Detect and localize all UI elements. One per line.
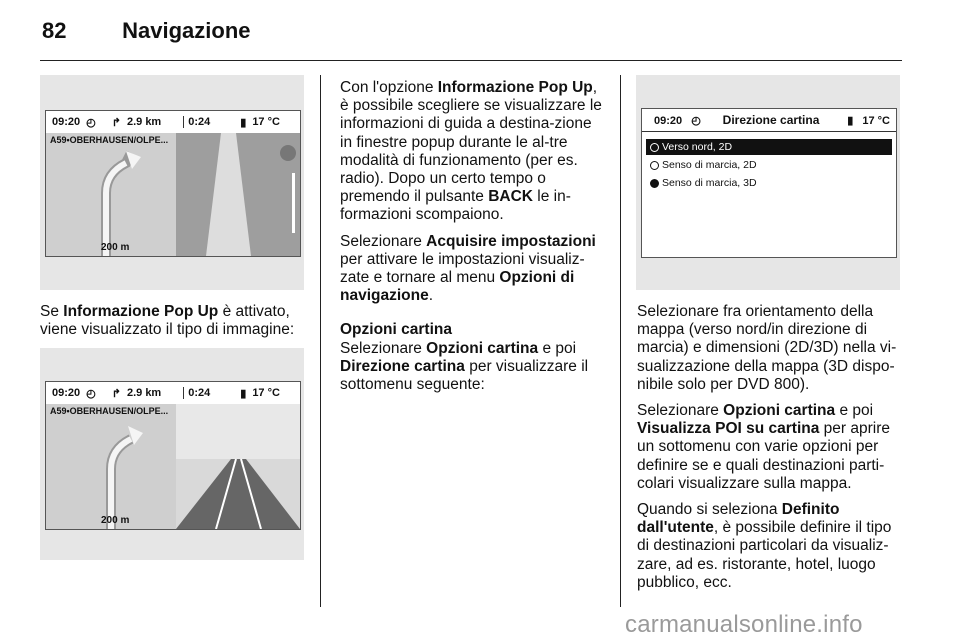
option-north-2d[interactable]: Verso nord, 2D: [646, 139, 892, 155]
paragraph: Quando si seleziona Definito dall'utente, è possibile definire il tipo di destinazioni particolari da visualiz-zare, ad es. ristorante, hotel, luogo pubblico, ecc.: [637, 501, 892, 591]
display-screen: [45, 381, 301, 530]
distance: 2.9 km: [126, 387, 162, 399]
watermark: carmanualsonline.info: [625, 611, 863, 638]
column-1-text: [40, 303, 310, 347]
temperature: 17 °C: [862, 114, 890, 127]
street-name: A59•OBERHAUSEN/OLPE...: [50, 135, 169, 145]
column-2-text: [340, 79, 605, 402]
clock-icon: ◴: [86, 116, 96, 129]
eta: 0:24: [183, 116, 210, 128]
clock-icon: ◴: [86, 387, 96, 400]
paragraph: Selezionare Opzioni cartina e poi Visualizza POI su cartina per aprire un sottomenu con varie opzioni per definire se e quali destinazioni parti-colari visualizzare sulla mappa.: [637, 402, 891, 492]
option-heading-3d[interactable]: Senso di marcia, 3D: [646, 175, 892, 191]
figure-map-direction-menu: [636, 75, 900, 290]
status-bar: [46, 111, 300, 134]
street-name: A59•OBERHAUSEN/OLPE...: [50, 406, 169, 416]
radio-icon: [650, 143, 659, 152]
radio-selected-icon: [650, 179, 659, 188]
display-screen: [641, 108, 897, 258]
page-number: 82: [42, 18, 67, 43]
display-screen: [45, 110, 301, 257]
figure-navigation-screen-1: [40, 75, 304, 290]
status-bar: [642, 109, 896, 132]
clock: 09:20: [654, 114, 683, 127]
paragraph: Se Informazione Pop Up è attivato, viene visualizzato il tipo di immagine:: [40, 303, 295, 339]
temperature: 17 °C: [252, 387, 280, 399]
clock: 09:20: [52, 116, 81, 128]
figure-navigation-screen-2: [40, 348, 304, 560]
thermometer-icon: ▮: [240, 116, 247, 129]
page-header: [42, 18, 251, 44]
paragraph: Con l'opzione Informazione Pop Up, è possibile scegliere se visualizzare le informazioni di guida a destina-zione in finestre popup durante le al-tre modalità di funzionamento (per es. radio). Dopo un certo tempo o premendo il pulsante BACK le in-formazioni scompaiono.: [340, 79, 602, 224]
turn-icon: ↱: [111, 116, 121, 129]
option-heading-2d[interactable]: Senso di marcia, 2D: [646, 157, 892, 173]
clock-icon: ◴: [691, 114, 701, 127]
distance: 2.9 km: [126, 116, 162, 128]
radio-icon: [650, 161, 659, 170]
section-heading: Opzioni cartina: [340, 321, 452, 339]
page-title: Navigazione: [122, 18, 251, 43]
header-rule: [40, 60, 902, 61]
turn-icon: ↱: [111, 387, 121, 400]
eta: 0:24: [183, 387, 210, 399]
turn-distance: 200 m: [101, 242, 130, 253]
status-bar: [46, 382, 300, 405]
turn-distance: 200 m: [101, 515, 130, 526]
temperature: 17 °C: [252, 116, 280, 128]
paragraph: Selezionare fra orientamento della mappa (verso nord/in direzione di marcia) e dimensioni (2D/3D) nella vi-sualizzazione della mappa (3D dispo-nibile solo per DVD 800).: [637, 303, 897, 393]
map-view: [46, 404, 300, 529]
thermometer-icon: ▮: [847, 114, 854, 127]
paragraph: Selezionare Opzioni cartina e poi Direzione cartina per visualizzare il sottomenu seguente:: [340, 339, 589, 394]
thermometer-icon: ▮: [240, 387, 247, 400]
column-divider-1: [320, 75, 321, 607]
column-3-text: [637, 303, 907, 600]
map-view: [46, 133, 300, 256]
column-divider-2: [620, 75, 621, 607]
menu-title: Direzione cartina: [722, 113, 820, 127]
paragraph: Selezionare Acquisire impostazioni per attivare le impostazioni visualiz-zate e tornare al menu Opzioni di navigazione.: [340, 232, 596, 305]
clock: 09:20: [52, 387, 81, 399]
